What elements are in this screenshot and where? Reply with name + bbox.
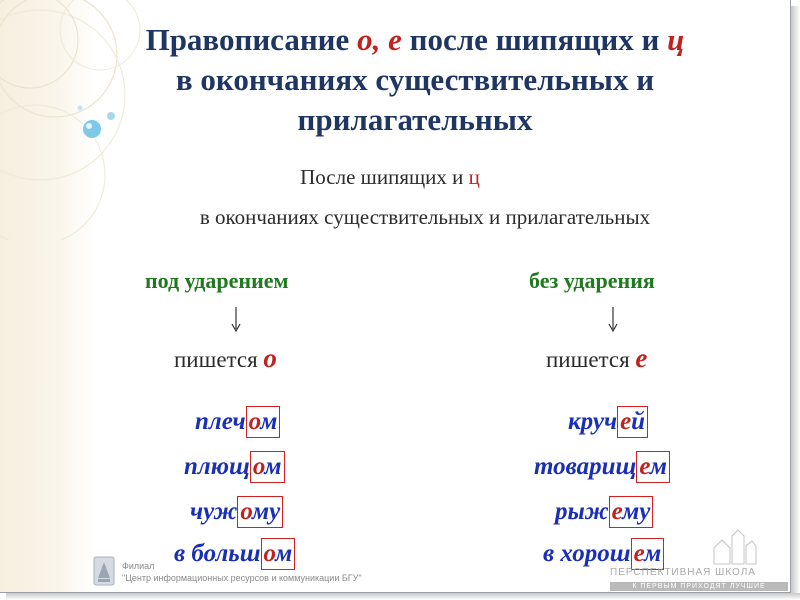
writes-vowel: о [263,343,277,373]
ending-rest: м [644,540,662,567]
footer-line-2: "Центр информационных ресурсов и коммуникации БГУ" [122,573,362,583]
title-highlight: ц [667,22,685,57]
ending-rest: му [251,498,281,525]
title-line-2: в окончаниях существительных и [175,62,655,97]
subtitle-highlight: ц [468,165,480,189]
word-ending [237,496,283,528]
brand-tagline: К ПЕРВЫМ ПРИХОДЯТ ЛУЧШИЕ [610,582,788,591]
arrow-down-icon [229,307,243,333]
word-ending [250,451,285,483]
ending-vowel: е [639,453,650,480]
ending-rest: му [622,498,651,525]
word-stem: рыж [555,498,609,525]
school-building-icon [708,526,758,566]
list-item [195,406,280,438]
right-writes [546,343,647,374]
word-ending [609,496,654,528]
writes-text: пишется [546,347,636,372]
list-item [184,451,285,483]
ending-vowel: о [240,498,252,525]
university-logo-icon [93,556,115,586]
word-ending [631,538,665,570]
ending-vowel: о [252,453,265,480]
subtitle-line-2: в окончаниях существительных и прилагательных [199,205,651,229]
title-line-3: прилагательных [297,102,533,137]
footer-caption [122,560,362,584]
slide-shadow-right [791,6,800,600]
ending-rest: м [260,408,278,435]
word-stem: круч [568,408,618,435]
word-stem: в больш [174,540,261,567]
arrow-down-icon [606,307,620,333]
right-heading: без ударения [529,268,655,293]
word-stem: плеч [195,408,246,435]
left-heading: под ударением [145,268,289,293]
ending-rest: й [631,408,646,435]
word-stem: плющ [184,453,250,480]
ending-vowel: е [633,540,645,567]
word-stem: чуж [190,498,238,525]
footer-line-1: Филиал [122,561,155,571]
list-item [534,451,670,483]
title-text: после шипящих и [401,22,668,57]
subtitle-text: После шипящих и [300,165,469,189]
ending-rest: м [649,453,667,480]
list-item [568,406,648,438]
brand-logo-text: ПЕРСПЕКТИВНАЯ ШКОЛА [610,567,756,578]
list-item [555,496,653,528]
title-highlight: о, е [357,22,402,57]
ending-rest: м [275,540,293,567]
list-item [190,496,283,528]
word-stem: в хорош [543,540,631,567]
title-text: Правописание [145,22,358,57]
writes-vowel: е [635,343,648,373]
word-stem: товарищ [534,453,637,480]
word-ending [617,406,648,438]
title-line-1 [95,20,735,60]
page-title [95,20,735,140]
list-item [543,538,664,570]
word-ending [246,406,281,438]
ending-vowel: о [263,540,276,567]
ending-rest: м [264,453,282,480]
writes-text: пишется [174,347,264,372]
word-ending [636,451,670,483]
ending-vowel: е [620,408,632,435]
ending-vowel: е [611,498,623,525]
left-writes [174,343,277,374]
ending-vowel: о [248,408,261,435]
subtitle-line-1 [100,165,680,190]
slide-shadow-bottom [6,593,800,600]
